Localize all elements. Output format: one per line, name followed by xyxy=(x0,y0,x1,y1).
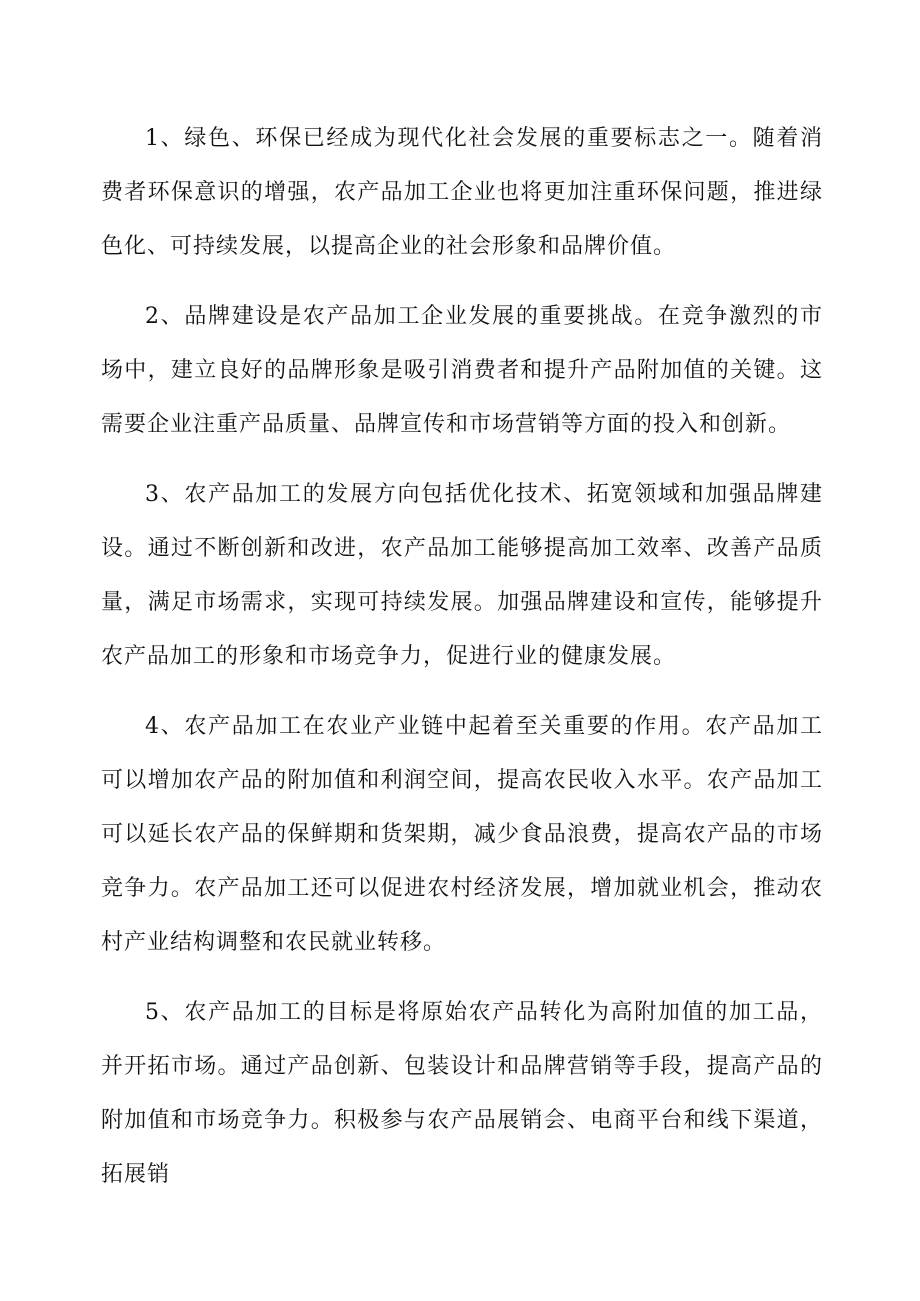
paragraph-4: 4、农产品加工在农业产业链中起着至关重要的作用。农产品加工可以增加农产品的附加值和利润空间，提高农民收入水平。农产品加工可以延长农产品的保鲜期和货架期，减少食品浪费，提高农产品的市场竞争力。农产品加工还可以促进农村经济发展，增加就业机会，推动农村产业结构调整和农民就业转移。 xyxy=(101,714,823,955)
paragraph-5: 5、农产品加工的目标是将原始农产品转化为高附加值的加工品，并开拓市场。通过产品创新、包装设计和品牌营销等手段，提高产品的附加值和市场竞争力。积极参与农产品展销会、电商平台和线下渠道，拓展销 xyxy=(101,1000,823,1187)
paragraph-1: 1、绿色、环保已经成为现代化社会发展的重要标志之一。随着消费者环保意识的增强，农产品加工企业也将更加注重环保问题，推进绿色化、可持续发展，以提高企业的社会形象和品牌价值。 xyxy=(101,126,823,259)
paragraph-2: 2、品牌建设是农产品加工企业发展的重要挑战。在竞争激烈的市场中，建立良好的品牌形象是吸引消费者和提升产品附加值的关键。这需要企业注重产品质量、品牌宣传和市场营销等方面的投入和创新。 xyxy=(101,304,823,437)
paragraph-3: 3、农产品加工的发展方向包括优化技术、拓宽领域和加强品牌建设。通过不断创新和改进，农产品加工能够提高加工效率、改善产品质量，满足市场需求，实现可持续发展。加强品牌建设和宣传，能够提升农产品加工的形象和市场竞争力，促进行业的健康发展。 xyxy=(101,482,823,669)
document-body xyxy=(101,112,823,1218)
